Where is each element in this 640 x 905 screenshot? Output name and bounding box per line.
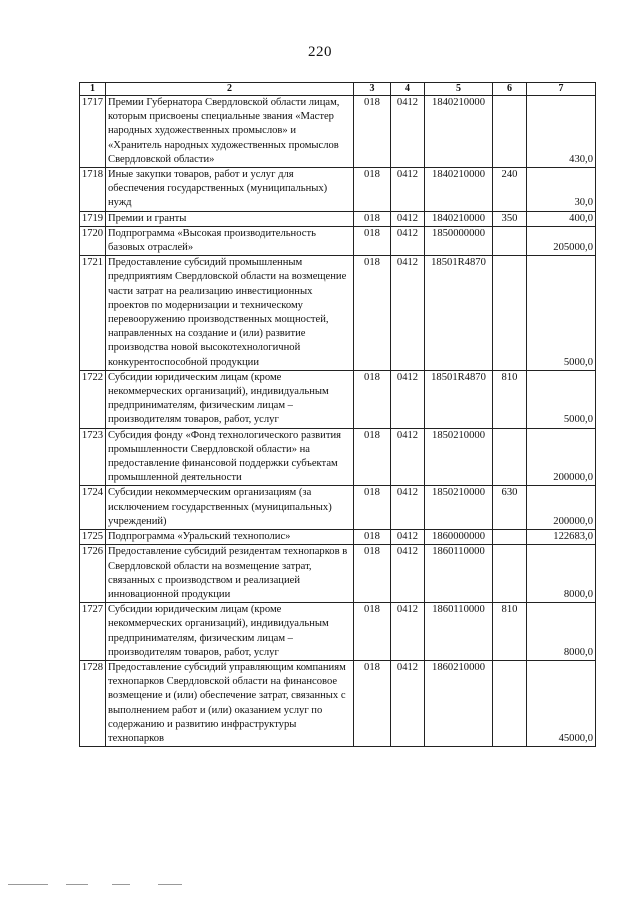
cell-col-7-amount: 205000,0 (527, 226, 596, 255)
header-col-3: 3 (354, 83, 391, 96)
cell-col-4: 0412 (391, 256, 425, 371)
cell-col-6 (493, 226, 527, 255)
cell-row-number: 1723 (80, 428, 106, 486)
cell-col-4: 0412 (391, 168, 425, 212)
cell-row-number: 1717 (80, 96, 106, 168)
table-body (80, 96, 596, 747)
cell-col-6 (493, 545, 527, 603)
cell-col-3: 018 (354, 168, 391, 212)
cell-col-3: 018 (354, 370, 391, 428)
table-row (80, 603, 596, 661)
cell-col-5: 1860110000 (425, 545, 493, 603)
cell-col-3: 018 (354, 530, 391, 545)
cell-col-4: 0412 (391, 96, 425, 168)
cell-col-6 (493, 428, 527, 486)
cell-col-6 (493, 660, 527, 746)
cell-row-number: 1726 (80, 545, 106, 603)
header-col-4: 4 (391, 83, 425, 96)
cell-col-3: 018 (354, 428, 391, 486)
header-col-5: 5 (425, 83, 493, 96)
cell-item-name: Субсидии юридическим лицам (кроме некоммерческих организаций), индивидуальным предпринимателям, физическим лицам – производителям товаров, работ, услуг (106, 370, 354, 428)
cell-item-name: Предоставление субсидий управляющим компаниям технопарков Свердловской области на финансовое возмещение и (или) обеспечение затрат, связанных с выполнением работ и (или) оказанием услуг по содержанию и развитию инфраструктуры технопарков (106, 660, 354, 746)
cell-item-name: Премии Губернатора Свердловской области лицам, которым присвоены специальные звания «Мастер народных художественных промыслов» и «Хранитель народных художественных промыслов Свердловской области» (106, 96, 354, 168)
table-row (80, 256, 596, 371)
cell-item-name: Премии и гранты (106, 211, 354, 226)
cell-col-4: 0412 (391, 603, 425, 661)
header-col-7: 7 (527, 83, 596, 96)
cell-item-name: Субсидия фонду «Фонд технологического развития промышленности Свердловской области» на предоставление финансовой поддержки субъектам промышленной деятельности (106, 428, 354, 486)
cell-col-3: 018 (354, 256, 391, 371)
table-row (80, 211, 596, 226)
page-number: 220 (308, 44, 332, 60)
cell-col-7-amount: 30,0 (527, 168, 596, 212)
cell-col-6 (493, 96, 527, 168)
table-row (80, 226, 596, 255)
cell-col-5: 18501R4870 (425, 370, 493, 428)
cell-col-4: 0412 (391, 486, 425, 530)
cell-col-7-amount: 8000,0 (527, 603, 596, 661)
cell-col-3: 018 (354, 226, 391, 255)
cell-row-number: 1719 (80, 211, 106, 226)
table-row (80, 660, 596, 746)
cell-row-number: 1728 (80, 660, 106, 746)
cell-col-3: 018 (354, 211, 391, 226)
table-row (80, 428, 596, 486)
cell-item-name: Иные закупки товаров, работ и услуг для обеспечения государственных (муниципальных) нужд (106, 168, 354, 212)
table-header-row (80, 83, 596, 96)
cell-col-5: 1860110000 (425, 603, 493, 661)
cell-col-6 (493, 256, 527, 371)
cell-col-4: 0412 (391, 545, 425, 603)
cell-col-5: 1860000000 (425, 530, 493, 545)
cell-col-6: 240 (493, 168, 527, 212)
table-row (80, 96, 596, 168)
cell-col-4: 0412 (391, 660, 425, 746)
cell-col-5: 1850210000 (425, 486, 493, 530)
cell-col-4: 0412 (391, 370, 425, 428)
cell-col-5: 18501R4870 (425, 256, 493, 371)
cell-col-4: 0412 (391, 211, 425, 226)
cell-row-number: 1725 (80, 530, 106, 545)
cell-item-name: Подпрограмма «Высокая производительность базовых отраслей» (106, 226, 354, 255)
cell-col-5: 1840210000 (425, 211, 493, 226)
cell-row-number: 1724 (80, 486, 106, 530)
cell-col-5: 1840210000 (425, 96, 493, 168)
cell-col-4: 0412 (391, 530, 425, 545)
cell-col-4: 0412 (391, 226, 425, 255)
cell-row-number: 1718 (80, 168, 106, 212)
header-col-1: 1 (80, 83, 106, 96)
cell-col-5: 1850210000 (425, 428, 493, 486)
cell-col-3: 018 (354, 660, 391, 746)
table-row (80, 486, 596, 530)
cell-col-7-amount: 122683,0 (527, 530, 596, 545)
cell-col-3: 018 (354, 545, 391, 603)
table-row (80, 168, 596, 212)
cell-col-7-amount: 200000,0 (527, 428, 596, 486)
cell-row-number: 1720 (80, 226, 106, 255)
table-row (80, 370, 596, 428)
cell-item-name: Предоставление субсидий промышленным предприятиям Свердловской области на возмещение части затрат на реализацию инвестиционных проектов по модернизации и техническому перевооружению производственных мощностей, направленных на создание и (или) развитие производства новой высокотехнологичной конкурентоспособной продукции (106, 256, 354, 371)
cell-item-name: Предоставление субсидий резидентам технопарков в Свердловской области на возмещение затрат, связанных с производством и реализацией инновационной продукции (106, 545, 354, 603)
cell-col-6: 350 (493, 211, 527, 226)
cell-col-5: 1840210000 (425, 168, 493, 212)
cell-row-number: 1722 (80, 370, 106, 428)
cell-col-6: 630 (493, 486, 527, 530)
table-row (80, 530, 596, 545)
cell-col-7-amount: 5000,0 (527, 256, 596, 371)
cell-col-7-amount: 45000,0 (527, 660, 596, 746)
cell-col-7-amount: 5000,0 (527, 370, 596, 428)
cell-col-6: 810 (493, 603, 527, 661)
cell-row-number: 1727 (80, 603, 106, 661)
cell-col-3: 018 (354, 486, 391, 530)
cell-item-name: Субсидии некоммерческим организациям (за исключением государственных (муниципальных) учреждений) (106, 486, 354, 530)
cell-row-number: 1721 (80, 256, 106, 371)
cell-col-7-amount: 400,0 (527, 211, 596, 226)
cell-col-5: 1850000000 (425, 226, 493, 255)
header-col-6: 6 (493, 83, 527, 96)
cell-item-name: Субсидии юридическим лицам (кроме некоммерческих организаций), индивидуальным предпринимателям, физическим лицам – производителям товаров, работ, услуг (106, 603, 354, 661)
cell-col-5: 1860210000 (425, 660, 493, 746)
cell-item-name: Подпрограмма «Уральский технополис» (106, 530, 354, 545)
cell-col-7-amount: 430,0 (527, 96, 596, 168)
cell-col-6 (493, 530, 527, 545)
cell-col-6: 810 (493, 370, 527, 428)
cell-col-3: 018 (354, 96, 391, 168)
budget-table (79, 82, 596, 747)
cell-col-7-amount: 8000,0 (527, 545, 596, 603)
header-col-2: 2 (106, 83, 354, 96)
table-row (80, 545, 596, 603)
cell-col-7-amount: 200000,0 (527, 486, 596, 530)
scan-edge-marks (8, 884, 208, 890)
cell-col-4: 0412 (391, 428, 425, 486)
cell-col-3: 018 (354, 603, 391, 661)
